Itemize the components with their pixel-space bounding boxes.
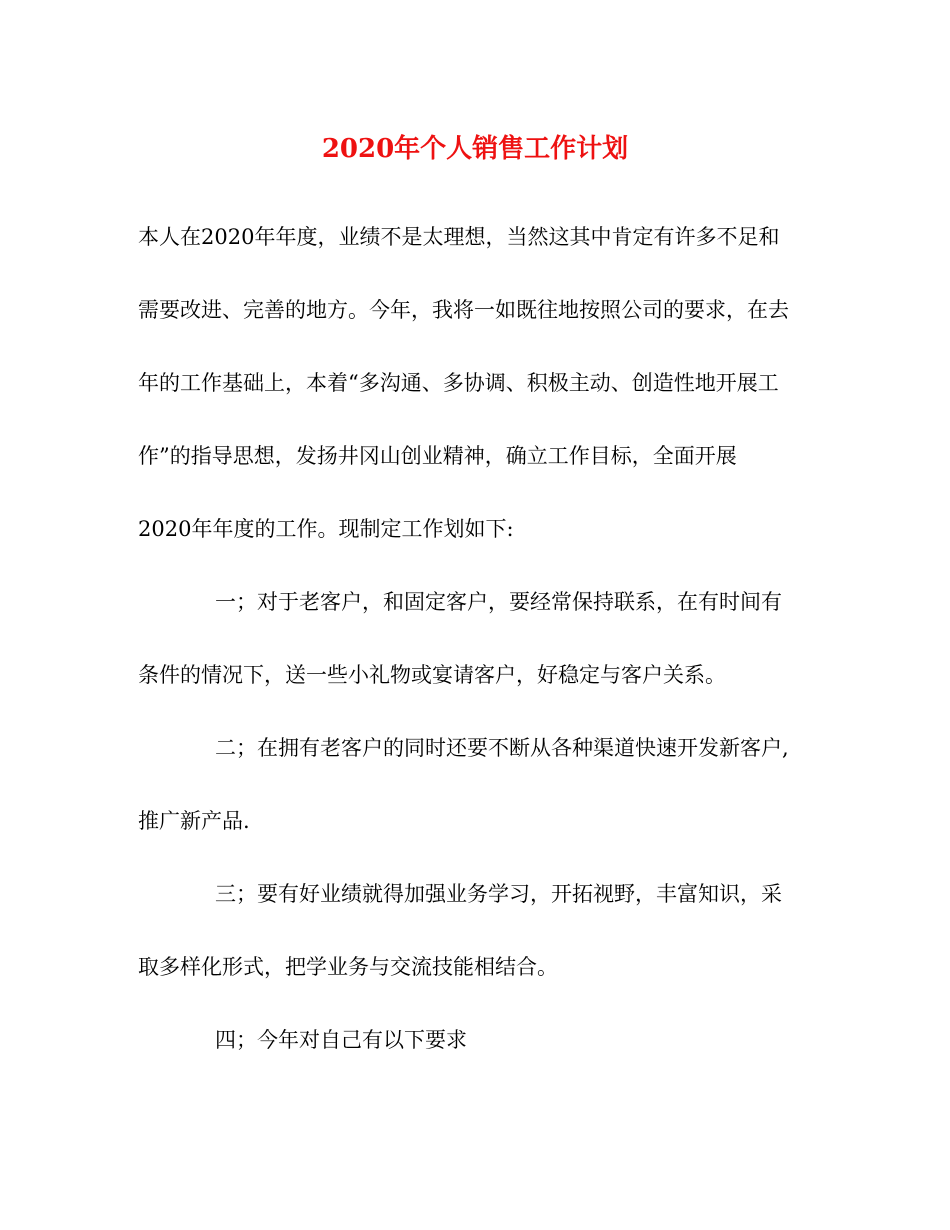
list-item-line: 二；在拥有老客户的同时还要不断从各种渠道快速开发新客户,	[215, 736, 789, 760]
body-line: 作”的指导思想，发扬井冈山创业精神，确立工作目标，全面开展	[138, 444, 737, 468]
body-line: 推广新产品.	[138, 809, 250, 833]
body-line: 2020年年度的工作。现制定工作划如下:	[138, 517, 514, 541]
body-line: 年的工作基础上，本着“多沟通、多协调、积极主动、创造性地开展工	[138, 371, 779, 395]
body-line: 本人在2020年年度，业绩不是太理想，当然这其中肯定有许多不足和	[138, 225, 780, 249]
document-title: 2020年个人销售工作计划	[321, 134, 629, 164]
list-item-line: 四；今年对自己有以下要求	[215, 1028, 467, 1052]
list-item-line: 三；要有好业绩就得加强业务学习，开拓视野，丰富知识，采	[215, 882, 782, 906]
list-item-line: 一；对于老客户，和固定客户，要经常保持联系，在有时间有	[215, 590, 782, 614]
body-line: 条件的情况下，送一些小礼物或宴请客户，好稳定与客户关系。	[138, 663, 726, 687]
body-line: 取多样化形式，把学业务与交流技能相结合。	[138, 955, 558, 979]
body-line: 需要改进、完善的地方。今年，我将一如既往地按照公司的要求，在去	[138, 298, 789, 322]
